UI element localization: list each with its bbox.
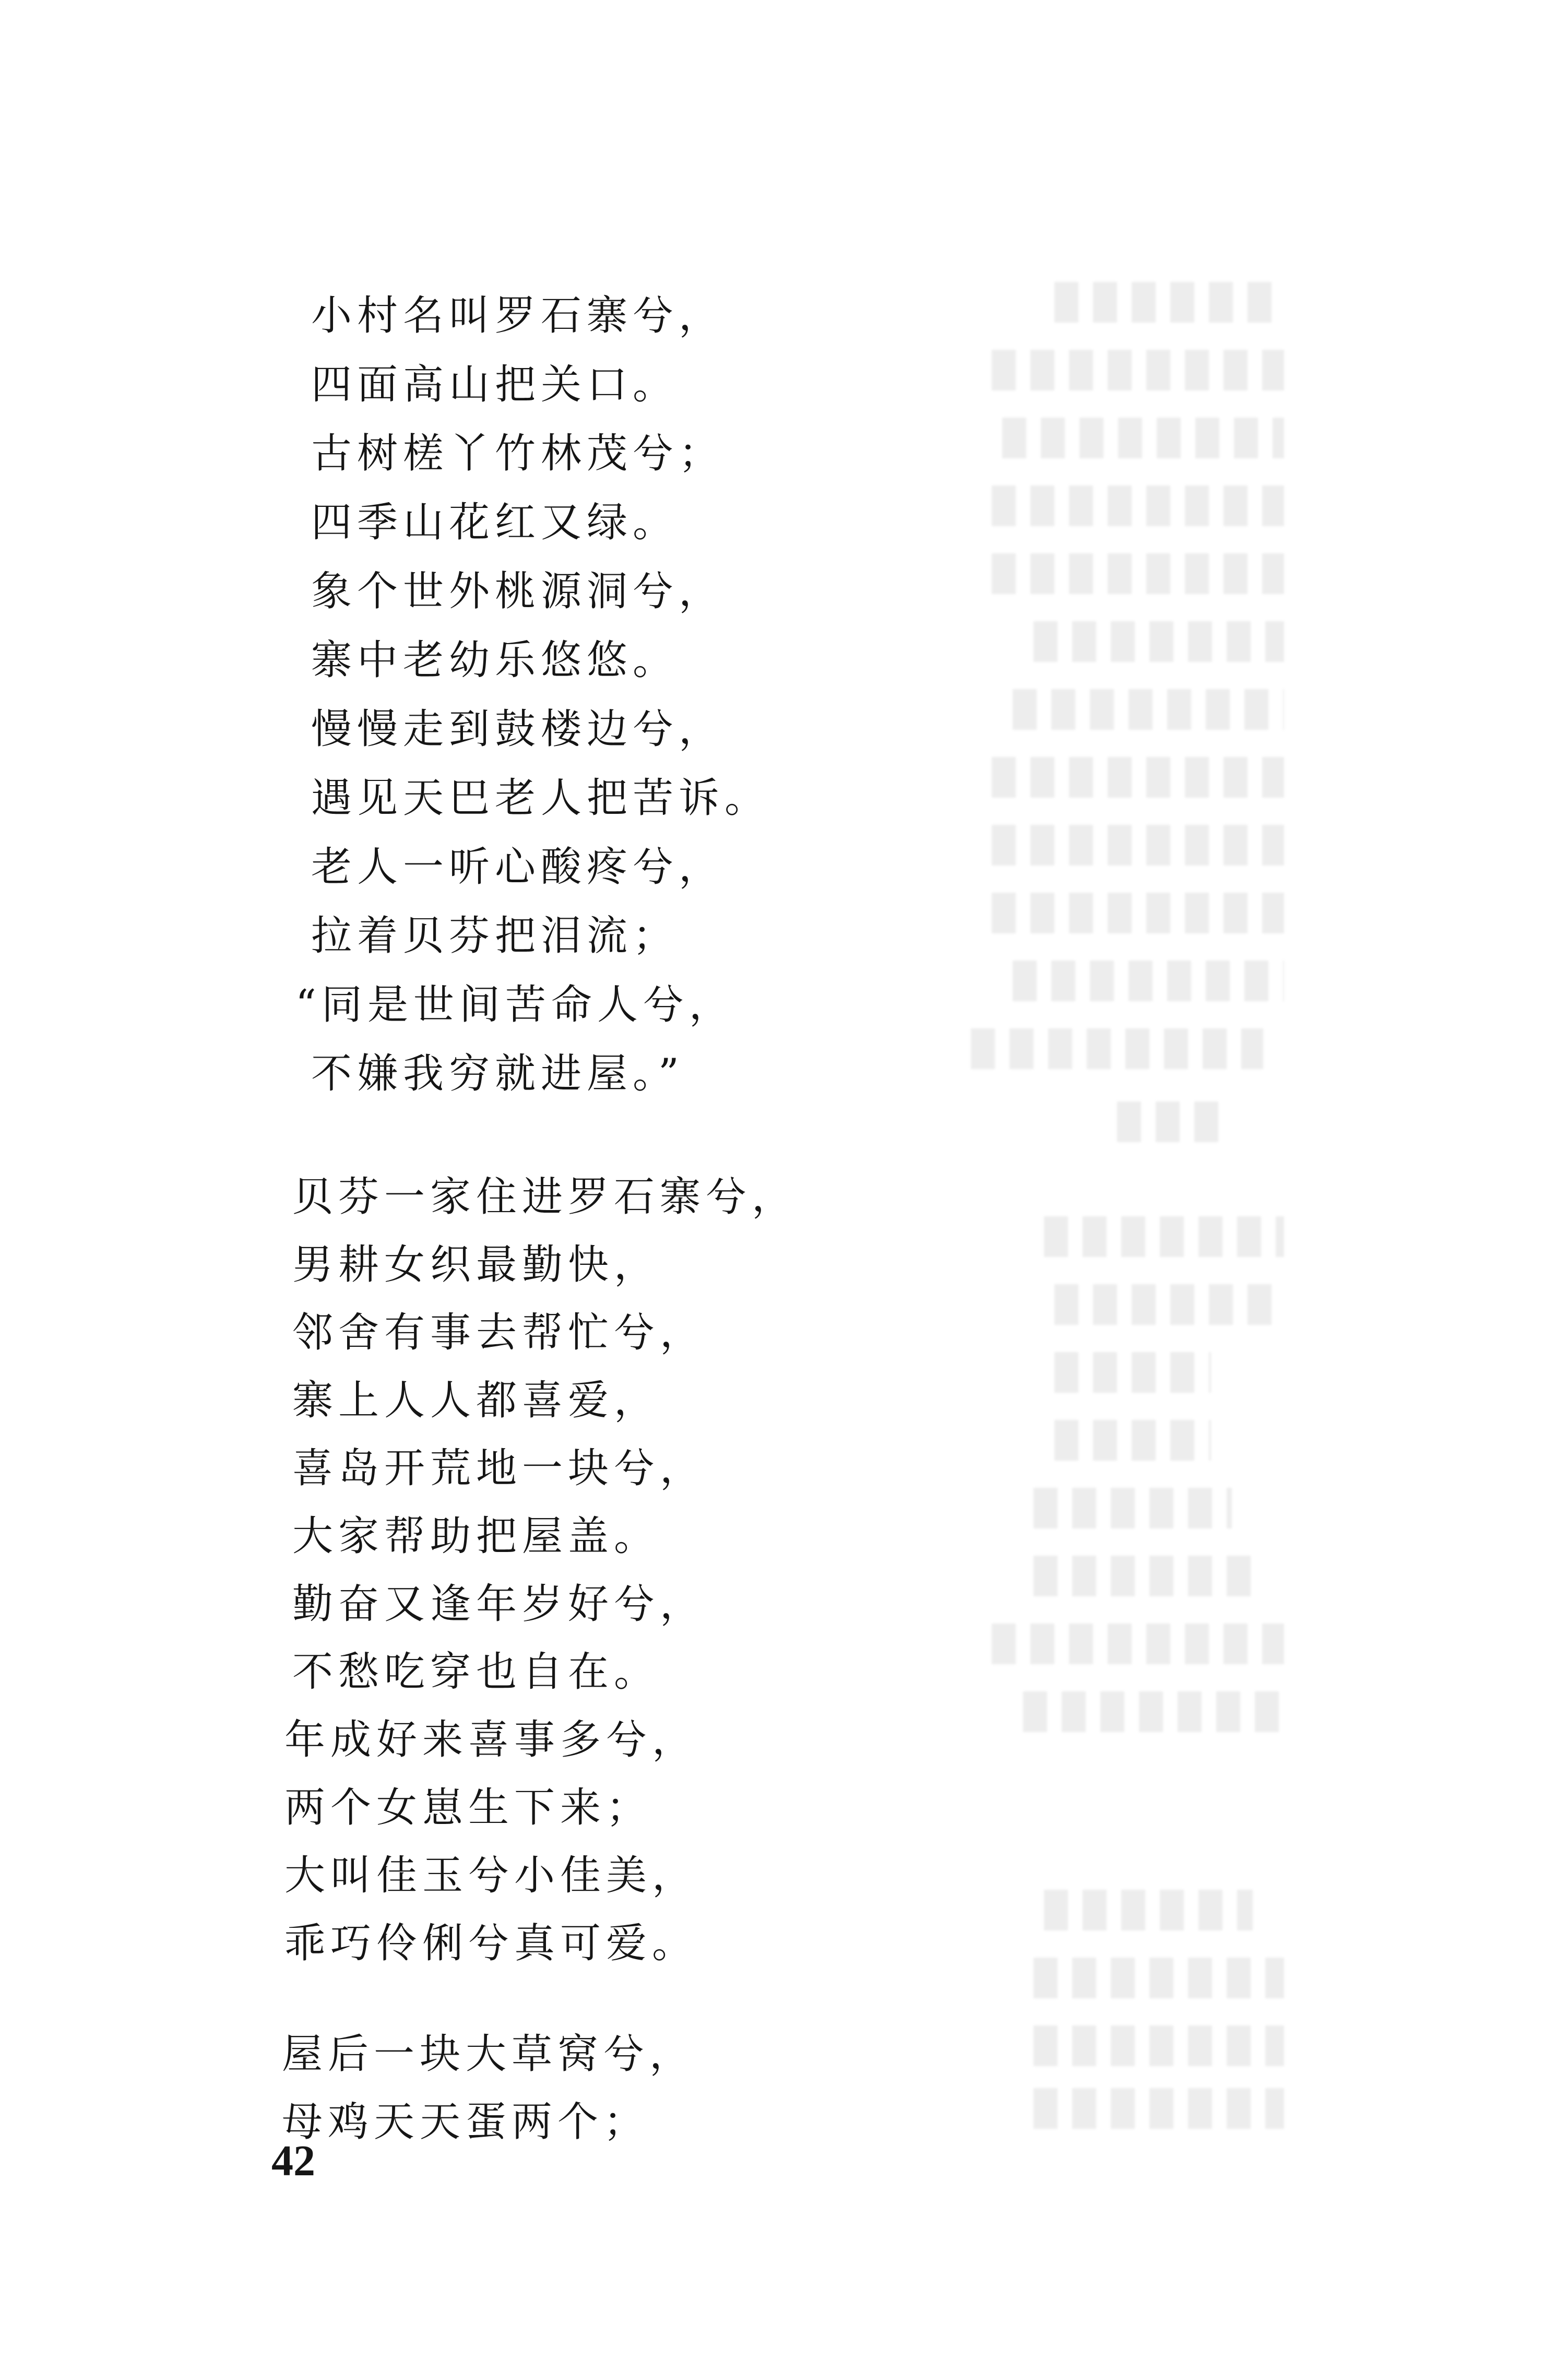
verse-line: 遇见天巴老人把苦诉。: [311, 775, 771, 822]
verse-line: 大叫佳玉兮小佳美，: [284, 1852, 698, 1899]
verse-line: “同是世间苦命人兮，: [295, 981, 735, 1028]
verse-line: 寨上人人都喜爱，: [292, 1377, 660, 1424]
verse-line: 四面高山把关口。: [311, 361, 679, 408]
page-number: 42: [271, 2137, 315, 2185]
verse-line: 两个女崽生下来；: [284, 1784, 652, 1831]
verse-line: 寨中老幼乐悠悠。: [311, 637, 679, 684]
verse-line: 屋后一块大草窝兮，: [282, 2031, 696, 2078]
verse-line: 不愁吃穿也自在。: [292, 1649, 660, 1696]
verse-line: 贝芬一家住进罗石寨兮，: [292, 1174, 798, 1220]
verse-line: 慢慢走到鼓楼边兮，: [311, 706, 725, 753]
verse-line: 年成好来喜事多兮，: [284, 1716, 698, 1763]
verse-line: 古树槎丫竹林茂兮；: [311, 430, 725, 477]
verse-line: 勤奋又逢年岁好兮，: [292, 1581, 706, 1628]
verse-line: 老人一听心酸疼兮，: [311, 844, 725, 891]
verse-line: 象个世外桃源洞兮，: [311, 568, 725, 615]
show-through-text: [835, 245, 1331, 2146]
verse-line: 邻舍有事去帮忙兮，: [292, 1309, 706, 1356]
verse-line: 乖巧伶俐兮真可爱。: [284, 1920, 698, 1967]
verse-line: 不嫌我穷就进屋。”: [311, 1050, 684, 1097]
verse-line: 母鸡天天蛋两个；: [282, 2099, 650, 2146]
verse-line: 四季山花红又绿。: [311, 499, 679, 546]
verse-line: 大家帮助把屋盖。: [292, 1513, 660, 1560]
verse-line: 喜岛开荒地一块兮，: [292, 1445, 706, 1492]
verse-line: 小村名叫罗石寨兮，: [311, 292, 725, 339]
verse-line: 男耕女织最勤快，: [292, 1241, 660, 1288]
verse-line: 拉着贝芬把泪流；: [311, 913, 679, 959]
